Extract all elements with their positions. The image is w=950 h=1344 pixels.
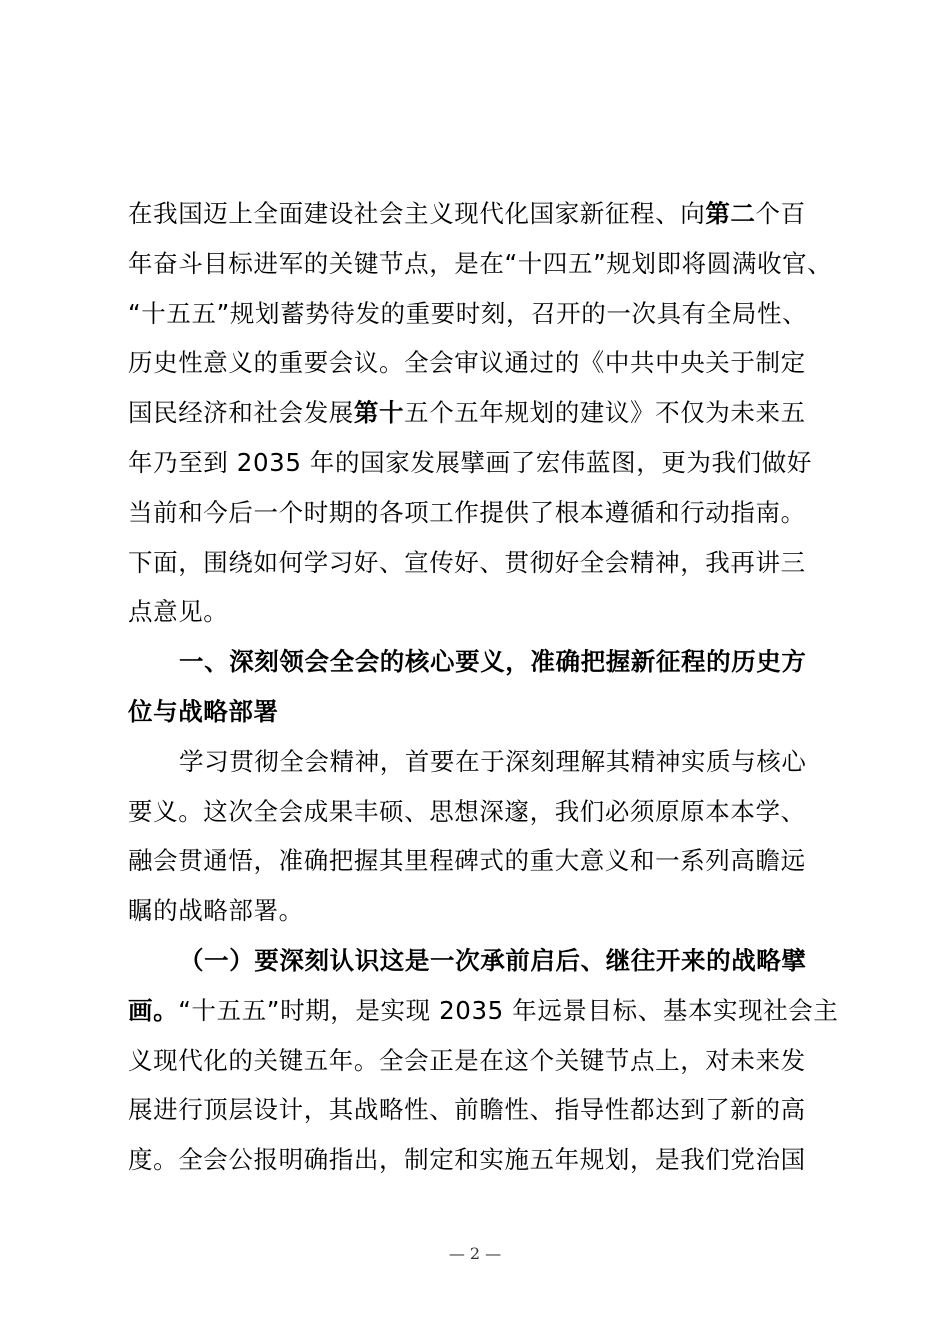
text-segment: 国民经济和社会发展 <box>128 398 354 428</box>
text-segment: 点意见。 <box>128 597 229 627</box>
bold-text-segment: 第二 <box>705 199 756 228</box>
text-segment: 五个五年规划的建议》不仅为未来五 <box>404 398 806 428</box>
text-line <box>128 587 828 637</box>
text-segment: 瞩的战略部署。 <box>128 896 304 926</box>
text-line <box>128 986 839 1036</box>
text-segment: 年乃至到 2035 年的国家发展擘画了宏伟蓝图，更为我们做好 <box>128 447 812 477</box>
text-segment: 学习贯彻全会精神，首要在于深刻理解其精神实质与核心 <box>179 746 807 776</box>
document-body <box>128 189 839 1185</box>
text-line <box>128 787 828 837</box>
text-line <box>128 438 828 488</box>
bold-text-segment: （一）要深刻认识这是一次承前启后、继往开来的战略擘 <box>179 945 807 975</box>
text-segment: 下面，围绕如何学习好、宣传好、贯彻好全会精神，我再讲三 <box>128 547 806 577</box>
text-segment: 度。全会公报明确指出，制定和实施五年规划，是我们党治国 <box>128 1145 806 1175</box>
text-line <box>128 637 828 687</box>
text-segment: 展进行顶层设计，其战略性、前瞻性、指导性都达到了新的高 <box>128 1095 806 1125</box>
text-segment: “十五五”时期，是实现 2035 年远景目标、基本实现社会主 <box>178 995 839 1025</box>
bold-text-segment: 画。 <box>128 995 179 1025</box>
bold-text-segment: 一、深刻领会全会的核心要义，准确把握新征程的历史方 <box>179 647 807 677</box>
text-segment: 个百 <box>755 199 806 228</box>
bold-text-segment: 第十 <box>353 398 405 428</box>
text-segment: 在我国迈上全面建设社会主义现代化国家新征程、向 <box>128 199 706 228</box>
bold-text-segment: 位与战略部署 <box>128 696 279 726</box>
text-segment: 当前和今后一个时期的各项工作提供了根本遵循和行动指南。 <box>128 497 806 527</box>
text-segment: 义现代化的关键五年。全会正是在这个关键节点上，对未来发 <box>128 1045 806 1075</box>
page-number: — 2 — <box>448 1244 502 1263</box>
text-segment: 要义。这次全会成果丰硕、思想深邃，我们必须原原本本学、 <box>128 796 806 826</box>
text-line <box>128 289 828 339</box>
text-line <box>128 338 828 388</box>
text-line <box>128 388 828 438</box>
text-line <box>128 1036 828 1086</box>
text-line <box>128 538 828 588</box>
text-line <box>128 189 828 239</box>
text-line <box>128 687 828 737</box>
text-segment: 历史性意义的重要会议。全会审议通过的《中共中央关于制定 <box>128 348 806 378</box>
text-line <box>128 886 828 936</box>
text-line <box>128 1085 828 1135</box>
text-segment: 融会贯通悟，准确把握其里程碑式的重大意义和一系列高瞻远 <box>128 846 806 876</box>
text-line <box>128 836 828 886</box>
text-segment: 年奋斗目标进军的关键节点，是在“十四五”规划即将圆满收官、 <box>128 248 833 278</box>
text-line <box>128 936 828 986</box>
text-segment: “十五五”规划蓄势待发的重要时刻，召开的一次具有全局性、 <box>128 298 808 328</box>
text-line <box>128 737 828 787</box>
text-line <box>128 488 828 538</box>
text-line <box>128 239 833 289</box>
text-line <box>128 1135 828 1185</box>
